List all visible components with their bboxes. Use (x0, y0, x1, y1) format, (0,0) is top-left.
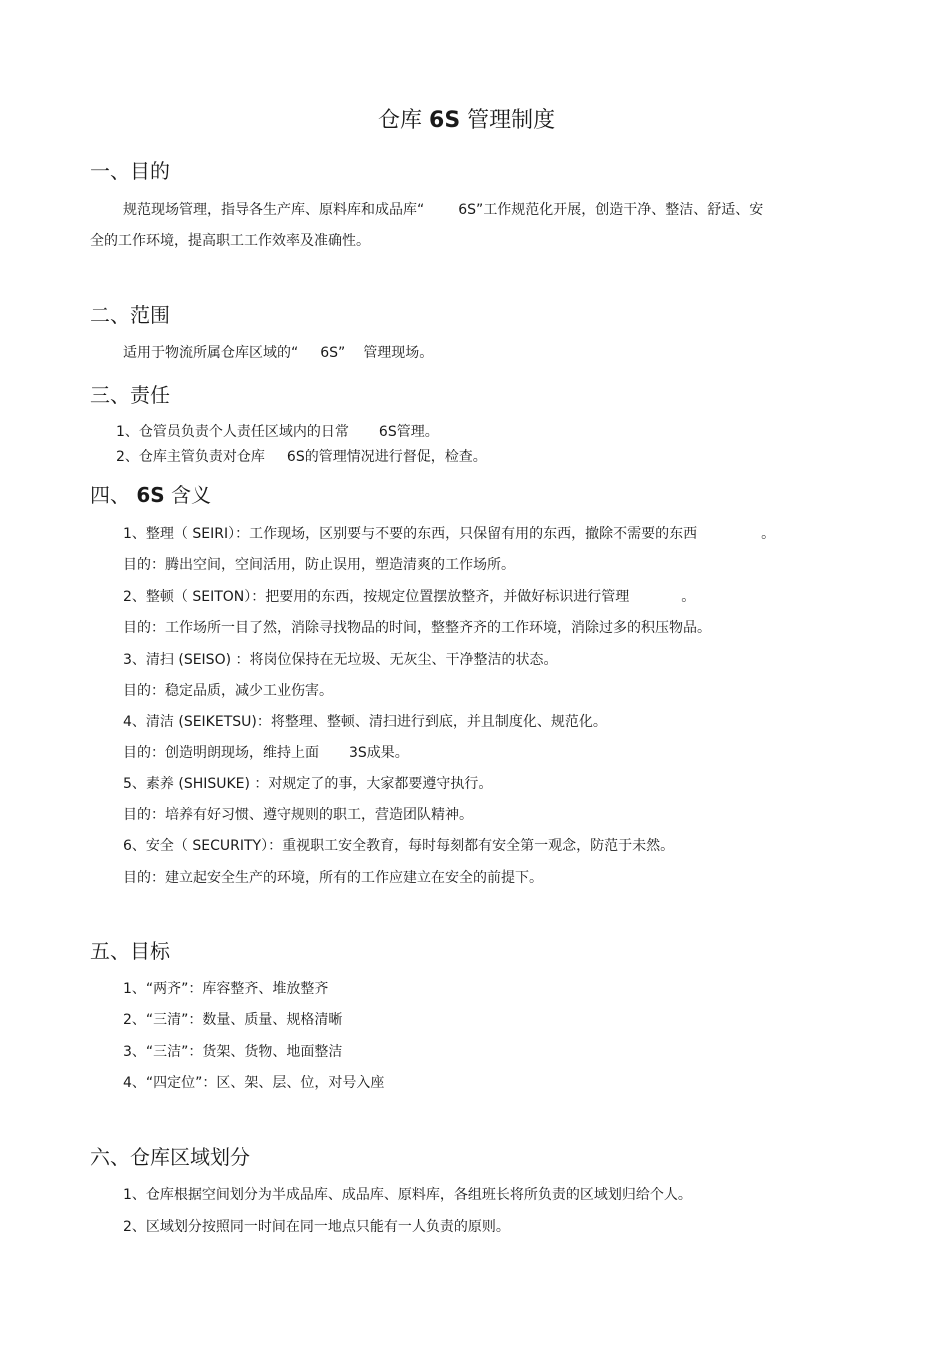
meaning-item-1-end: 。 (761, 526, 776, 542)
meaning-item-5: 5、素养 (SHISUKE) ：对规定了的事，大家都要遵守执行。 (123, 776, 493, 792)
meaning-item-6-goal: 目的：建立起安全生产的环境，所有的工作应建立在安全的前提下。 (123, 870, 543, 886)
meaning-item-6: 6、安全（ SECURITY）：重视职工安全教育，每时每刻都有安全第一观念，防范于未然。 (123, 838, 675, 854)
title-bold: 6S (429, 108, 461, 133)
section-1-line-1-a: 规范现场管理，指导各生产库、原料库和成品库“ (123, 202, 425, 218)
section-1-line-1 (123, 199, 763, 219)
meaning-item-3: 3、清扫 (SEISO) ：将岗位保持在无垃圾、无灰尘、干净整洁的状态。 (123, 652, 558, 668)
section-2-line (123, 342, 433, 362)
section-2-line-a: 适用于物流所属仓库区域的“ (123, 345, 299, 361)
section-4-heading (90, 479, 211, 508)
document-title (378, 103, 555, 134)
section-4-heading-b: 6S (136, 483, 165, 507)
meaning-item-4-goal-b: 3S成果。 (349, 745, 409, 761)
meaning-item-2-end: 。 (681, 589, 696, 605)
meaning-item-4-goal (123, 742, 409, 762)
meaning-item-5-goal: 目的：培养有好习惯、遵守规则的职工，营造团队精神。 (123, 807, 473, 823)
goal-item-4: 4、“四定位”：区、架、层、位，对号入座 (123, 1075, 385, 1091)
section-1-line-2: 全的工作环境，提高职工工作效率及准确性。 (90, 233, 370, 249)
meaning-item-2-goal: 目的：工作场所一目了然，消除寻找物品的时间，整整齐齐的工作环境，消除过多的积压物品。 (123, 620, 711, 636)
section-6-heading: 六、仓库区域划分 (90, 1145, 250, 1169)
section-2-line-c: 管理现场。 (363, 345, 434, 361)
section-3-item-1 (116, 421, 439, 441)
section-3-item-2-b: 6S的管理情况进行督促，检查。 (286, 449, 487, 465)
section-1-line-1-b: 6S”工作规范化开展，创造干净、整洁、舒适、安 (458, 202, 764, 218)
meaning-item-1-goal: 目的：腾出空间，空间活用，防止误用，塑造清爽的工作场所。 (123, 557, 515, 573)
section-2-line-b: 6S” (320, 345, 346, 361)
meaning-item-4-goal-a: 目的：创造明朗现场，维持上面 (123, 745, 319, 761)
goal-item-2: 2、“三清”：数量、质量、规格清晰 (123, 1012, 343, 1028)
meaning-item-3-goal: 目的：稳定品质，减少工业伤害。 (123, 683, 333, 699)
section-3-item-1-a: 1、仓管员负责个人责任区域内的日常 (116, 424, 349, 440)
goal-item-3: 3、“三洁”：货架、货物、地面整洁 (123, 1044, 343, 1060)
meaning-item-1-text: 1、整理（ SEIRI）：工作现场，区别要与不要的东西，只保留有用的东西，撤除不需要的东西 (123, 526, 698, 542)
section-3-item-1-b: 6S管理。 (378, 424, 439, 440)
section-4-heading-a: 四、 (90, 483, 130, 507)
zone-item-2: 2、区域划分按照同一时间在同一地点只能有一人负责的原则。 (123, 1219, 510, 1235)
section-2-heading: 二、范围 (90, 303, 170, 327)
section-3-item-2-a: 2、仓库主管负责对仓库 (116, 449, 265, 465)
meaning-item-4: 4、清洁 (SEIKETSU)：将整理、整顿、清扫进行到底，并且制度化、规范化。 (123, 714, 607, 730)
goal-item-1: 1、“两齐”：库容整齐、堆放整齐 (123, 981, 329, 997)
meaning-item-2 (123, 586, 695, 606)
title-prefix: 仓库 (378, 108, 423, 133)
zone-item-1: 1、仓库根据空间划分为半成品库、成品库、原料库，各组班长将所负责的区域划归给个人。 (123, 1187, 692, 1203)
meaning-item-2-text: 2、整顿（ SEITON）：把要用的东西，按规定位置摆放整齐，并做好标识进行管理 (123, 589, 630, 605)
section-3-heading: 三、责任 (90, 383, 170, 407)
section-1-heading: 一、目的 (90, 159, 170, 183)
section-3-item-2 (116, 446, 487, 466)
meaning-item-1 (123, 523, 775, 543)
section-5-heading: 五、目标 (90, 939, 170, 963)
section-4-heading-c: 含义 (171, 483, 212, 507)
title-suffix: 管理制度 (467, 108, 556, 133)
